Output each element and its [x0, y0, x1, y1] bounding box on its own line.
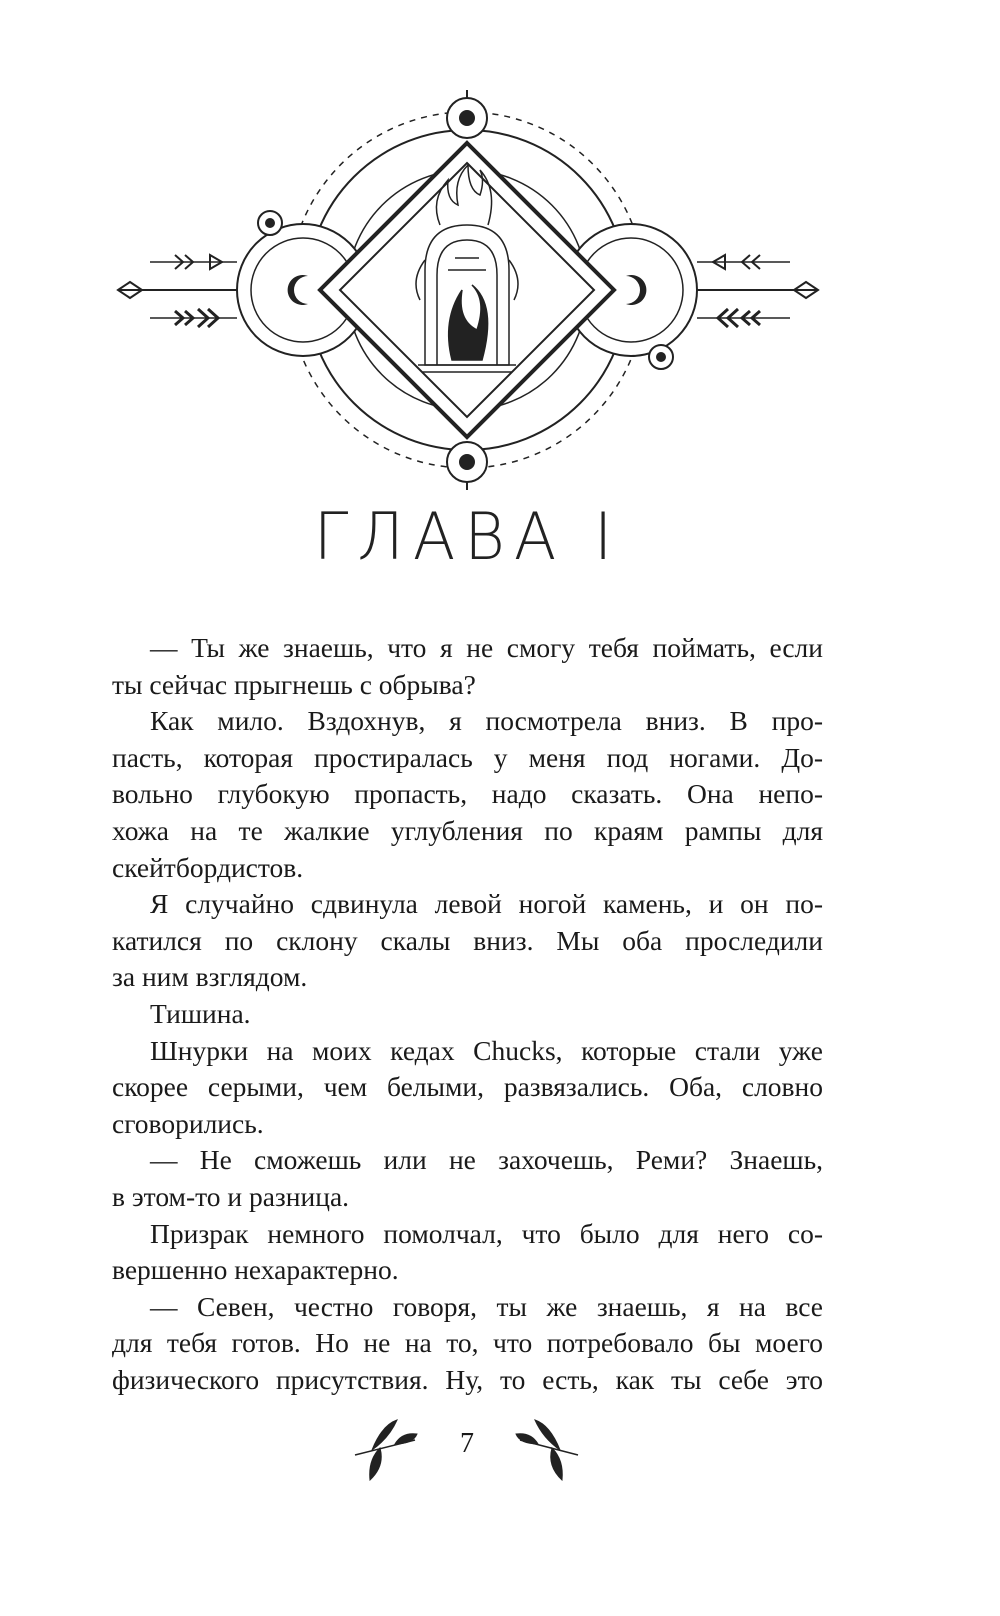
- text-line: пасть, которая простиралась у меня под ногами. До-: [112, 741, 823, 773]
- text-line: Шнурки на моих кедах Chucks, которые стали уже: [150, 1034, 823, 1066]
- text-line: в этом-то и разница.: [112, 1180, 350, 1212]
- text-line: вершенно нехарактерно.: [112, 1254, 399, 1286]
- text-line: для тебя готов. Но не на то, что потребовало бы моего: [112, 1327, 823, 1359]
- left-leaf-icon: [355, 1420, 417, 1480]
- text-line: Призрак немного помолчал, что было для него со-: [150, 1217, 823, 1249]
- text-line: сговорились.: [112, 1107, 264, 1139]
- text-line: катился по склону скалы вниз. Мы оба проследили: [112, 924, 823, 956]
- text-line: за ним взглядом.: [112, 961, 308, 993]
- text-line: физического присутствия. Ну, то есть, как ты себе это: [112, 1363, 823, 1395]
- text-line: ты сейчас прыгнешь с обрыва?: [112, 668, 476, 700]
- text-line: — Не сможешь или не захочешь, Реми? Знаешь,: [150, 1144, 823, 1176]
- text-line: вольно глубокую пропасть, надо сказать. Она непо-: [112, 778, 823, 810]
- text-line: хожа на те жалкие углубления по краям рампы для: [112, 814, 823, 846]
- text-line: Я случайно сдвинула левой ногой камень, и он по-: [150, 888, 823, 920]
- chapter-title: ГЛАВА I: [313, 498, 622, 575]
- text-line: скорее серыми, чем белыми, развязались. Оба, словно: [112, 1071, 823, 1103]
- text-line: — Ты же знаешь, что я не смогу тебя поймать, если: [150, 632, 823, 663]
- text-line: Тишина.: [150, 997, 251, 1029]
- right-leaf-icon: [516, 1420, 578, 1480]
- text-line: — Севен, честно говоря, ты же знаешь, я на все: [150, 1290, 823, 1322]
- text-line: скейтбордистов.: [112, 851, 304, 883]
- page-number: 7: [460, 1428, 474, 1459]
- text-line: Как мило. Вздохнув, я посмотрела вниз. В про-: [150, 705, 823, 737]
